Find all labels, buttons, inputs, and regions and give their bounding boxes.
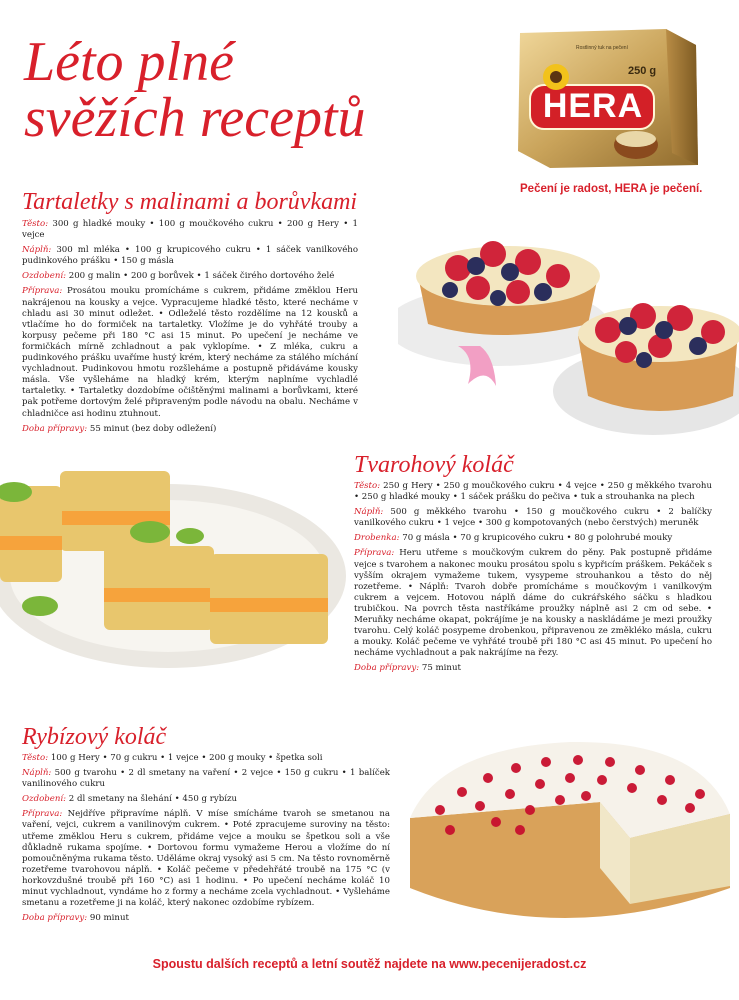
- recipe-1-decor: Ozdobení: 200 g malin • 200 g borůvek • 1 sáček čirého dortového želé: [22, 271, 335, 282]
- recipe-2-filling: Náplň: 500 g měkkého tvarohu • 150 g moučkového cukru • 2 balíčky vanilkového cukru • 1 vejce • 300 g kompotovaných (nebo čerstvých) meruněk: [354, 507, 712, 529]
- recipe-2-time: Doba přípravy: 75 minut: [354, 663, 461, 674]
- currant-cake-photo: [400, 718, 739, 950]
- page-title: [24, 31, 366, 149]
- recipe-1-title: Tartaletky s malinami a borůvkami: [22, 189, 358, 215]
- recipe-2-prep: Příprava: Heru utřeme s moučkovým cukrem do pěny. Pak postupně přidáme vejce s tvarohem a nakonec mouku prosátou spolu s kypřicím práškem. Pekáček s vyšším okrajem vymažeme tukem, vysypeme strouhankou a těsto do něj rozetřeme. • Náplň: Tvaroh dobře promícháme s moučkovým i vanilkovým cukrem a vejcem. Hotovou náplň dáme do cukrářského sáčku s hladkou trubičkou. Na povrch těsta nastříkáme proužky náplně asi 2 cm od sebe. • Meruňky necháme okapat, pokrájíme je na kousky a naskládáme je mezi proužky tvarohu. Celý koláč posypeme drobenkou, připravenou ze změkléko másla, cukru a mouky. Koláč pečeme ve vyhřáté troubě při 180 °C asi 45 minut. Po upečení ho necháme vychladnout a pak nakrájíme na řezy.: [354, 548, 712, 659]
- page-title-line-1: Léto plné: [24, 31, 234, 93]
- slogan: Pečení je radost, HERA je pečení.: [520, 183, 703, 195]
- recipe-3-title: Rybízový koláč: [22, 724, 167, 750]
- footer-promo: Spoustu dalších receptů a letní soutěž najdete na www.pecenijeradost.cz: [152, 957, 587, 971]
- tartlets-photo: [398, 206, 739, 450]
- recipe-1-time: Doba přípravy: 55 minut (bez doby odležení): [22, 423, 217, 434]
- recipe-2-decor: Drobenka: 70 g másla • 70 g krupicového cukru • 80 g polohrubé mouky: [354, 533, 673, 544]
- recipe-1-dough: Těsto: 300 g hladké mouky • 100 g moučkového cukru • 200 g Hery • 1 vejce: [22, 219, 358, 241]
- recipe-1-prep: Příprava: Prosátou mouku promícháme s cukrem, přidáme změklou Heru nakrájenou na kousky a vejce. Vypracujeme hladké těsto, které necháme v chladu asi 30 minut odležet. • Odleželé těsto rozdělíme na 12 kousků a vtlačíme ho do formiček na tartaletky. Vložíme je do vyhřáté trouby a korpusy pečeme při 180 °C asi 15 minut. Po upečení je necháme ve formičkách mírně zchladnout a pak vyklopíme. • Z mléka, cukru a pudinkového prášku uvaříme hustý krém, který necháme za stálého míchání vychladnout. Pudinkovou hmotu rozšleháme a postupně přidáváme kousky másla. Vše vyšleháme na hladký krém, kterým naplníme vychladlé tartaletky. • Tartaletky dozdobíme očištěnými malinami a borůvkami, které pak potřeme dortovým želé připraveným podle návodu na obalu. Necháme v chladničce asi hodinu ztuhnout.: [22, 286, 358, 419]
- package-brand: HERA: [542, 87, 644, 125]
- package-weight: 250 g: [628, 65, 657, 77]
- recipe-1-filling: Náplň: 300 ml mléka • 100 g krupicového cukru • 1 sáček vanilkového pudinkového prášku • 150 g másla: [22, 245, 358, 267]
- recipe-1-text: [22, 219, 358, 439]
- cake-squares-photo: [0, 456, 346, 678]
- recipe-2-dough: Těsto: 250 g Hery • 250 g moučkového cukru • 4 vejce • 250 g měkkého tvarohu • 250 g hladké mouky • 1 sáček prášku do pečiva • tuk a strouhanka na plech: [354, 481, 712, 503]
- recipe-2-text: [354, 481, 712, 679]
- recipe-3-text: [22, 753, 390, 928]
- page-title-line-2: svěžích receptů: [24, 87, 366, 149]
- recipe-3-decor: Ozdobení: 2 dl smetany na šlehání • 450 g rybízu: [22, 794, 238, 805]
- recipe-3-time: Doba přípravy: 90 minut: [22, 913, 129, 924]
- recipe-3-dough: Těsto: 100 g Hery • 70 g cukru • 1 vejce • 200 g mouky • špetka soli: [22, 753, 323, 763]
- package-small-text: Rostlinný tuk na pečení: [576, 45, 628, 51]
- recipe-3-filling: Náplň: 500 g tvarohu • 2 dl smetany na vaření • 2 vejce • 150 g cukru • 1 balíček vanilinového cukru: [22, 768, 390, 790]
- recipe-3-prep: Příprava: Nejdříve připravíme náplň. V míse smícháme tvaroh se smetanou na vaření, vejci, cukrem a vanilinovým cukrem. • Poté zpracujeme suroviny na těsto: utřeme změklou Heru s cukrem, přidáme vejce a mouku se špetkou soli a vše důkladně rukama spojíme. • Dortovou formu vymažeme Herou a vložíme do ní pomoučněnýma rukama těsto. Uděláme okraj vysoký asi 5 cm. Na těsto rovnoměrně rozetřeme tvarohovou náplň. • Koláč pečeme v předehřáté troubě na 175 °C (v horkovzdušné troubě při 160 °C) asi 1 hodinu. • Po upečení necháme koláč 10 minut vychladnout, vyndáme ho z formy a necháme zcela vychladnout. • Vyšleháme smetanu a rozetřeme ji na koláč, který nakonec ozdobíme rybízem.: [22, 809, 390, 909]
- recipe-2-title: Tvarohový koláč: [354, 452, 514, 478]
- hera-package-image: [516, 27, 699, 170]
